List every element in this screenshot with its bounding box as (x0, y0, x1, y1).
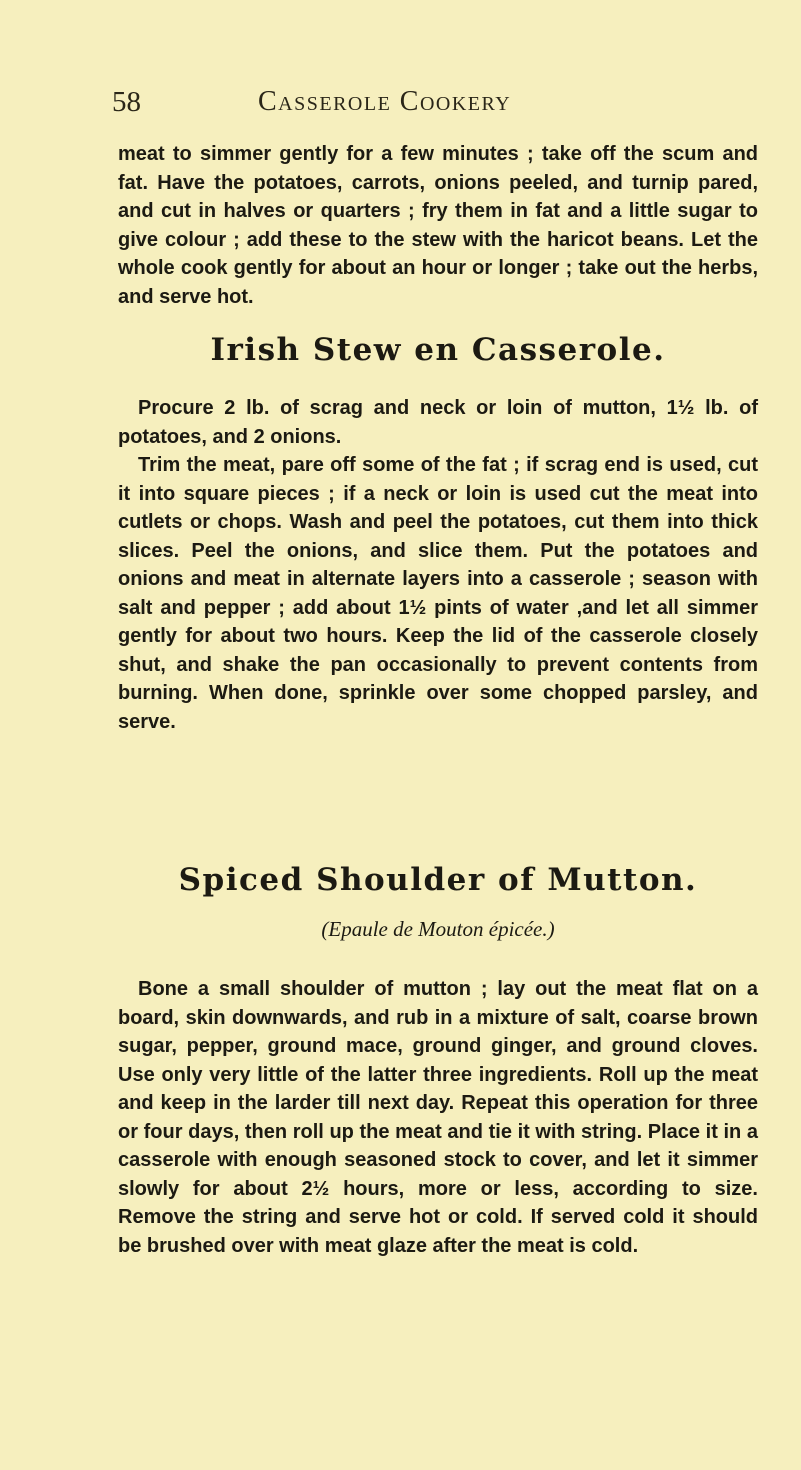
running-title: Casserole Cookery (258, 86, 512, 117)
irish-stew-method: Trim the meat, pare off some of the fat ; if scrag end is used, cut it into square pieces ; if a neck or loin is used cut the meat into cutlets or chops. Wash and peel the potatoes, cut them into thick slices. Peel the onions, and slice them. Put the potatoes and onions and meat in alternate layers into a casserole ; season with salt and pepper ; add about 1½ pints of water ,and let all simmer gently for about two hours. Keep the lid of the casserole closely shut, and shake the pan occasionally to prevent contents from burning. When done, sprinkle over some chopped parsley, and serve. (118, 454, 758, 733)
irish-stew-ingredients: Procure 2 lb. of scrag and neck or loin of mutton, 1½ lb. of potatoes, and 2 onions. (118, 397, 758, 448)
intro-paragraph: meat to simmer gently for a few minutes ; take off the scum and fat. Have the potatoes, carrots, onions peeled, and turnip pared, and cut in halves or quarters ; fry them in fat and a little sugar to give colour ; add these to the stew with the haricot beans. Let the whole cook gently for about an hour or longer ; take out the herbs, and serve hot. (118, 143, 758, 308)
spiced-shoulder-heading: Spiced Shoulder of Mutton. (178, 862, 698, 898)
spiced-shoulder-french-title: (Epaule de Mouton épicée.) (321, 917, 555, 941)
irish-stew-heading: Irish Stew en Casserole. (210, 332, 666, 368)
running-header (112, 82, 752, 122)
page-number: 58 (112, 86, 141, 118)
spiced-shoulder-method: Bone a small shoulder of mutton ; lay out the meat flat on a board, skin downwards, and rub in a mixture of salt, coarse brown sugar, pepper, ground mace, ground ginger, and ground cloves. Use only very little of the latter three ingredients. Roll up the meat and keep in the larder till next day. Repeat this operation for three or four days, then roll up the meat and tie it with string. Place it in a casserole with enough seasoned stock to cover, and let it simmer slowly for about 2½ hours, more or less, according to size. Remove the string and serve hot or cold. If served cold it should be brushed over with meat glaze after the meat is cold. (118, 978, 758, 1257)
